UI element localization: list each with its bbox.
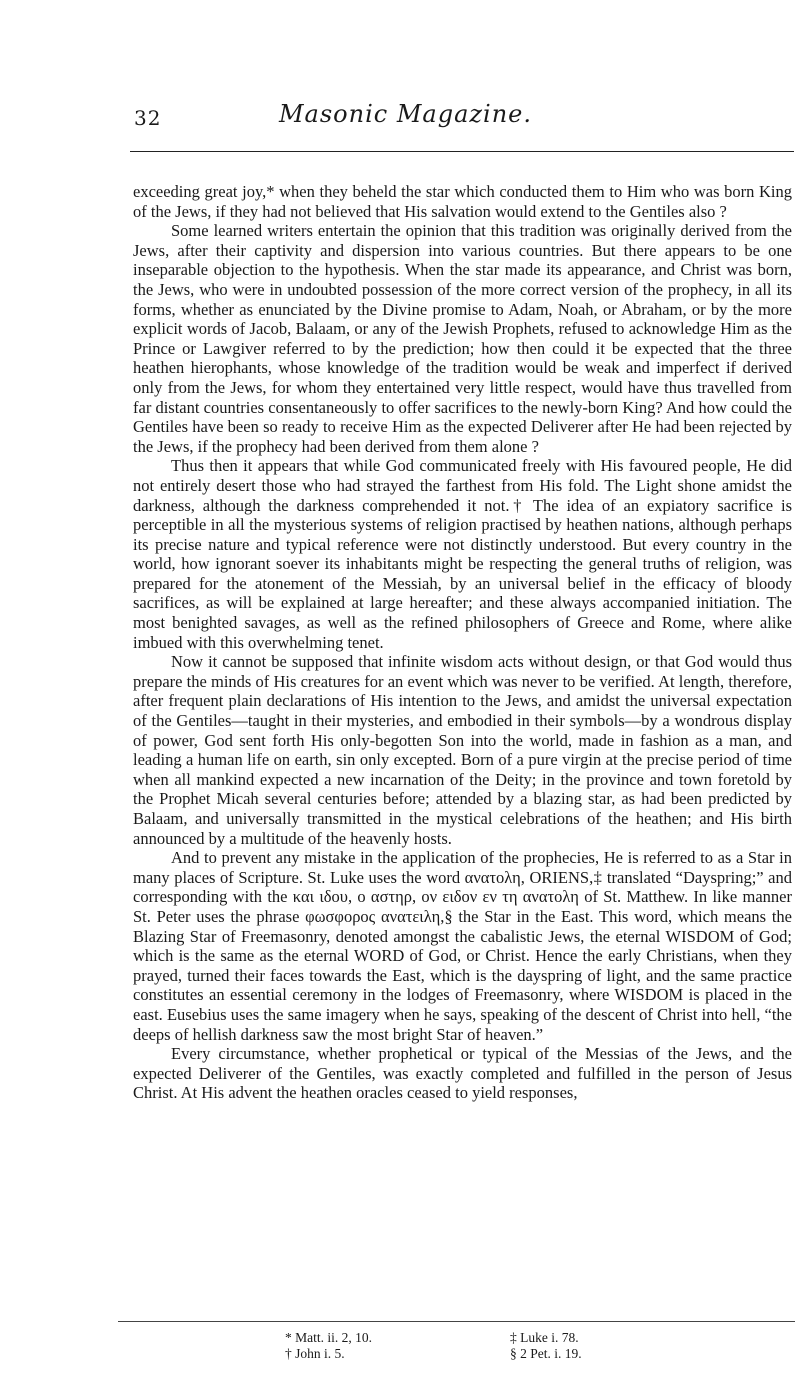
page-number: 32 [134,106,162,130]
article-body [133,182,792,1103]
paragraph-3: Thus then it appears that while God communicated freely with His favoured people, He did not entirely desert those who had strayed the farthest from His fold. The Light shone amidst the darkness, although the darkness comprehended it not.† The idea of an expiatory sacrifice is perceptible in all the mysterious systems of religion practised by heathen nations, although perhaps its precise nature and typical reference were not distinctly understood. But every country in the world, how ignorant soever its inhabitants might be respecting the general truths of religion, was prepared for the atonement of the Messiah, by an universal belief in the efficacy of bloody sacrifices, as will be explained at large hereafter; and these always accompanied initiation. The most benighted savages, as well as the refined philosophers of Greece and Rome, where alike imbued with this overwhelming tenet. [133,456,792,652]
footnote-matt: * Matt. ii. 2, 10. [285,1330,372,1345]
paragraph-5: And to prevent any mistake in the application of the prophecies, He is referred to as a Star in many places of Scripture. St. Luke uses the word ανατολη, ORIENS,‡ translated “Dayspring;” and corresponding with the και ιδου, ο αστηρ, ον ειδον εν τη ανατολη of St. Matthew. In like manner St. Peter uses the phrase φωσφορος ανατειλη,§ the Star in the East. This word, which means the Blazing Star of Freemasonry, denoted amongst the cabalistic Jews, the eternal WISDOM of God; which is the same as the eternal WORD of God, or Christ. Hence the early Christians, when they prayed, turned their faces towards the East, which is the dayspring of light, and the same practice constitutes an essential ceremony in the lodges of Freemasonry, where WISDOM is placed in the east. Eusebius uses the same imagery when he says, speaking of the descent of Christ into hell, “the deeps of hellish darkness saw the most bright Star of heaven.” [133,848,792,1044]
paragraph-6: Every circumstance, whether prophetical or typical of the Messias of the Jews, and the expected Deliverer of the Gentiles, was exactly completed and fulfilled in the person of Jesus Christ. At His advent the heathen oracles ceased to yield responses, [133,1044,792,1103]
paragraph-2: Some learned writers entertain the opinion that this tradition was originally derived from the Jews, after their captivity and dispersion into various countries. But there appears to be one inseparable objection to the hypothesis. When the star made its appearance, and Christ was born, the Jews, who were in undoubted possession of the more correct version of the prophecy, in all its forms, whether as enunciated by the Divine promise to Adam, Noah, or Abraham, or by the more explicit words of Jacob, Balaam, or any of the Jewish Prophets, refused to acknowledge Him as the Prince or Lawgiver referred to by the prediction; how then could it be expected that the three heathen hierophants, whose knowledge of the tradition would be weak and imperfect if derived only from the Jews, for whom they entertained very little respect, would have thus travelled from far distant countries consentaneously to offer sacrifices to the newly-born King? And how could the Gentiles have been so ready to receive Him as the expected Deliverer after He had been rejected by the Jews, if the prophecy had been derived from them alone ? [133,221,792,456]
paragraph-1: exceeding great joy,* when they beheld the star which conducted them to Him who was born King of the Jews, if they had not believed that His salvation would extend to the Gentiles also ? [133,182,792,221]
footnote-peter: § 2 Pet. i. 19. [510,1346,582,1361]
footnote-rule [118,1321,795,1322]
footnote-john: † John i. 5. [285,1346,345,1361]
footnote-luke: ‡ Luke i. 78. [510,1330,579,1345]
footnotes-right [510,1330,582,1362]
running-title: Masonic Magazine. [278,100,532,128]
header-rule [130,151,794,152]
paragraph-4: Now it cannot be supposed that infinite wisdom acts without design, or that God would thus prepare the minds of His creatures for an event which was never to be verified. At length, therefore, after frequent plain declarations of His intention to the Jews, and amidst the universal expectation of the Gentiles—taught in their mysteries, and embodied in their symbols—by a wondrous display of power, God sent forth His only-begotten Son into the world, made in fashion as a man, and leading a human life on earth, sin only excepted. Born of a pure virgin at the precise period of time when all mankind expected a new incarnation of the Deity; in the province and town foretold by the Prophet Micah several centuries before; attended by a blazing star, as had been predicted by Balaam, and universally transmitted in the mystical celebrations of the heathen; and His birth announced by a multitude of the heavenly hosts. [133,652,792,848]
footnotes-left [285,1330,372,1362]
